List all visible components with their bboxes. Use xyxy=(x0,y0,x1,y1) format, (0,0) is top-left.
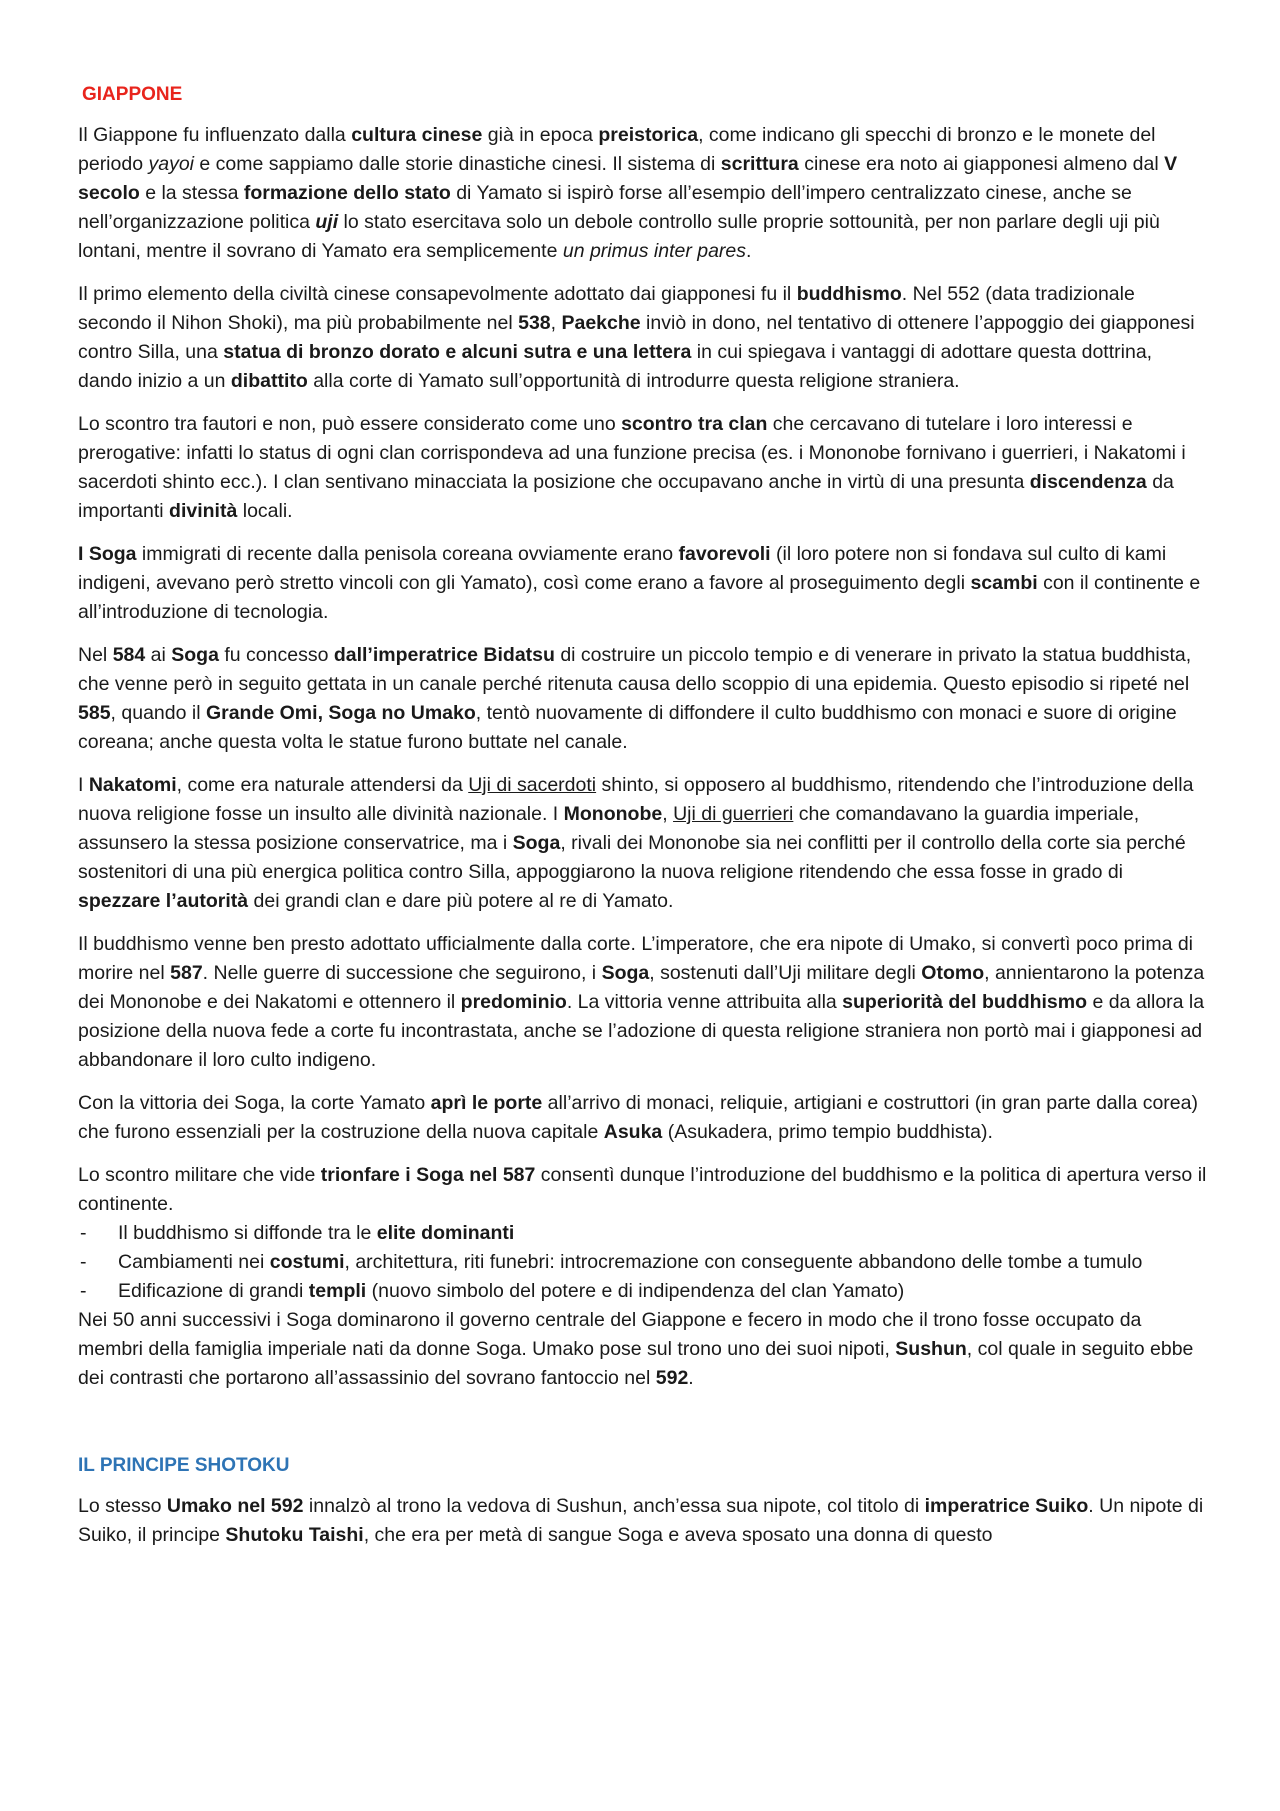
list-item: - Edificazione di grandi templi (nuovo simbolo del potere e di indipendenza del clan Yamato) xyxy=(78,1277,1208,1306)
paragraph-2: Il primo elemento della civiltà cinese consapevolmente adottato dai giapponesi fu il buddhismo. Nel 552 (data tradizionale secondo il Nihon Shoki), ma più probabilmente nel 538, Paekche inviò in dono, nel tentativo di ottenere l’appoggio dei giapponesi contro Silla, una statua di bronzo dorato e alcuni sutra e una lettera in cui spiegava i vantaggi di adottare questa dottrina, dando inizio a un dibattito alla corte di Yamato sull’opportunità di introdurre questa religione straniera. xyxy=(78,283,1195,392)
paragraph-1: Il Giappone fu influenzato dalla cultura cinese già in epoca preistorica, come indicano gli specchi di bronzo e le monete del periodo yayoi e come sappiamo dalle storie dinastiche cinesi. Il sistema di scrittura cinese era noto ai giapponesi almeno dal V secolo e la stessa formazione dello stato di Yamato si ispirò forse all’esempio dell’impero centralizzato cinese, anche se nell’organizzazione politica uji lo stato esercitava solo un debole controllo sulle proprie sottounità, per non parlare degli uji più lontani, mentre il sovrano di Yamato era semplicemente un primus inter pares. xyxy=(78,124,1178,262)
paragraph-7: Il buddhismo venne ben presto adottato ufficialmente dalla corte. L’imperatore, che era nipote di Umako, si convertì poco prima di morire nel 587. Nelle guerre di successione che seguirono, i Soga, sostenuti dall’Uji militare degli Otomo, annientarono la potenza dei Mononobe e dei Nakatomi e ottennero il predominio. La vittoria venne attribuita alla superiorità del buddhismo e da allora la posizione della nuova fede a corte fu incontrastata, anche se l’adozione di questa religione straniera non portò mai i giapponesi ad abbandonare il loro culto indigeno. xyxy=(78,933,1205,1071)
paragraph-6: I Nakatomi, come era naturale attendersi da Uji di sacerdoti shinto, si opposero al buddhismo, ritendendo che l’introduzione della nuova religione fosse un insulto alle divinità nazionale. I Mononobe, Uji di guerrieri che comandavano la guardia imperiale, assunsero la stessa posizione conservatrice, ma i Soga, rivali dei Mononobe sia nei conflitti per il controllo della corte sia perché sostenitori di una più energica politica contro Silla, appoggiarono la nuova religione ritendendo che essa fosse in grado di spezzare l’autorità dei grandi clan e dare più potere al re di Yamato. xyxy=(78,774,1194,912)
paragraph-10: Nei 50 anni successivi i Soga dominarono il governo centrale del Giappone e fecero in modo che il trono fosse occupato da membri della famiglia imperiale nati da donne Soga. Umako pose sul trono uno dei suoi nipoti, Sushun, col quale in seguito ebbe dei contrasti che portarono all’assassinio del sovrano fantoccio nel 592. xyxy=(78,1309,1194,1389)
paragraph-5: Nel 584 ai Soga fu concesso dall’imperatrice Bidatsu di costruire un piccolo tempio e di venerare in privato la statua buddhista, che venne però in seguito gettata in un canale perché ritenuta causa dello scoppio di una epidemia. Questo episodio si ripeté nel 585, quando il Grande Omi, Soga no Umako, tentò nuovamente di diffondere il culto buddhismo con monaci e suore di origine coreana; anche questa volta le statue furono buttate nel canale. xyxy=(78,644,1192,753)
heading-giappone: GIAPPONE xyxy=(82,84,183,105)
paragraph-3: Lo scontro tra fautori e non, può essere considerato come uno scontro tra clan che cercavano di tutelare i loro interessi e prerogative: infatti lo status di ogni clan corrispondeva ad una funzione precisa (es. i Mononobe fornivano i guerrieri, i Nakatomi i sacerdoti shinto ecc.). I clan sentivano minacciata la posizione che occupavano anche in virtù di una presunta discendenza da importanti divinità locali. xyxy=(78,413,1186,522)
bullet-list xyxy=(78,1219,1208,1306)
paragraph-9: Lo scontro militare che vide trionfare i Soga nel 587 consentì dunque l’introduzione del buddhismo e la politica di apertura verso il continente. xyxy=(78,1164,1207,1215)
section-spacer xyxy=(78,1407,1208,1451)
paragraph-8: Con la vittoria dei Soga, la corte Yamato aprì le porte all’arrivo di monaci, reliquie, artigiani e costruttori (in gran parte dalla corea) che furono essenziali per la costruzione della nuova capitale Asuka (Asukadera, primo tempio buddhista). xyxy=(78,1092,1198,1143)
heading-principe-shotoku: IL PRINCIPE SHOTOKU xyxy=(78,1455,290,1476)
list-item: - Cambiamenti nei costumi, architettura, riti funebri: introcremazione con conseguente abbandono delle tombe a tumulo xyxy=(78,1248,1208,1277)
paragraph-11: Lo stesso Umako nel 592 innalzò al trono la vedova di Sushun, anch’essa sua nipote, col titolo di imperatrice Suiko. Un nipote di Suiko, il principe Shutoku Taishi, che era per metà di sangue Soga e aveva sposato una donna di questo xyxy=(78,1495,1204,1546)
paragraph-4: I Soga immigrati di recente dalla penisola coreana ovviamente erano favorevoli (il loro potere non si fondava sul culto di kami indigeni, avevano però stretto vincoli con gli Yamato), così come erano a favore al proseguimento degli scambi con il continente e all’introduzione di tecnologia. xyxy=(78,543,1201,623)
list-item: - Il buddhismo si diffonde tra le elite dominanti xyxy=(78,1219,1208,1248)
